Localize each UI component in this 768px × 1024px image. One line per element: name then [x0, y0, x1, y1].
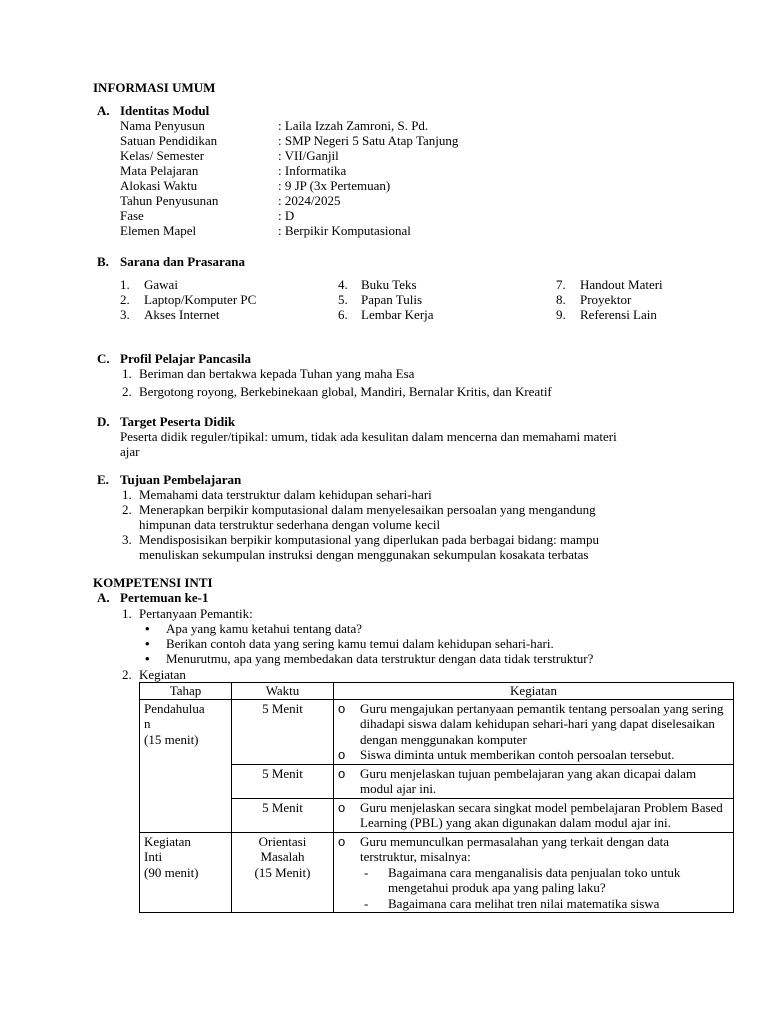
list-item-number: 3. [122, 532, 132, 547]
circle-bullet-icon: o [338, 799, 346, 815]
kegiatan-subitem-list [338, 865, 729, 912]
section-b-title: Sarana dan Prasarana [120, 254, 245, 269]
tahap-line: Pendahulua [144, 700, 205, 716]
list-item: Papan Tulis [361, 292, 423, 307]
section-d-marker: D. [97, 414, 110, 429]
list-item-number: 2. [122, 384, 132, 399]
list-item: Handout Materi [580, 277, 663, 292]
list-item-number: 8. [556, 292, 566, 307]
kegiatan-item-text: Guru mengajukan pertanyaan pemantik tentang persoalan yang sering dihadapi siswa dalam kehidupan sehari-hari yang dapat diselesaikan dengan menggunakan komputer [360, 700, 724, 747]
identitas-value: : D [278, 208, 295, 223]
list-item: Menerapkan berpikir komputasional dalam menyelesaikan persoalan yang mengandung [139, 502, 596, 517]
waktu-cell [232, 832, 334, 913]
list-item-number: 1. [122, 366, 132, 381]
circle-bullet-icon: o [338, 747, 346, 762]
tahap-line: (90 menit) [144, 864, 199, 880]
kegiatan-cell [334, 764, 734, 798]
identitas-value: : 9 JP (3x Pertemuan) [278, 178, 391, 193]
list-item-number: 2. [120, 292, 130, 307]
bullet-icon: • [145, 651, 150, 666]
column-header-kegiatan: Kegiatan [334, 683, 734, 700]
kegiatan-item [338, 766, 729, 797]
list-item-number: 2. [122, 502, 132, 517]
kegiatan-cell [334, 832, 734, 913]
section-a-title: Identitas Modul [120, 103, 210, 118]
bullet-icon: • [145, 621, 150, 636]
identitas-label: Satuan Pendidikan [120, 133, 218, 148]
table-row [140, 699, 734, 764]
list-item-number: 5. [338, 292, 348, 307]
target-text-line: Peserta didik reguler/tipikal: umum, tidak ada kesulitan dalam mencerna dan memahami materi [120, 429, 617, 444]
column-header-tahap: Tahap [140, 683, 232, 700]
section-d-title: Target Peserta Didik [120, 414, 236, 429]
circle-bullet-icon: o [338, 700, 346, 716]
kegiatan-item [338, 800, 729, 831]
pertemuan-marker: A. [97, 590, 110, 605]
list-item-number: 1. [122, 487, 132, 502]
table-header-row [140, 683, 734, 700]
section-e-marker: E. [97, 472, 109, 487]
identitas-value: : SMP Negeri 5 Satu Atap Tanjung [278, 133, 459, 148]
identitas-value: : VII/Ganjil [278, 148, 339, 163]
section-a-marker: A. [97, 103, 110, 118]
identitas-label: Alokasi Waktu [120, 178, 198, 193]
kegiatan-item [338, 747, 729, 763]
column-header-waktu: Waktu [232, 683, 334, 700]
kegiatan-item [338, 701, 729, 748]
identitas-value: : 2024/2025 [278, 193, 341, 208]
list-item-number: 4. [338, 277, 348, 292]
list-item: Buku Teks [361, 277, 417, 292]
kegiatan-table [139, 682, 734, 913]
identitas-label: Tahun Penyusunan [120, 193, 219, 208]
kegiatan-item-text: Guru memunculkan permasalahan yang terkait dengan data terstruktur, misalnya: [360, 833, 669, 864]
section-c-title: Profil Pelajar Pancasila [120, 351, 251, 366]
section-b-marker: B. [97, 254, 109, 269]
identitas-label: Mata Pelajaran [120, 163, 199, 178]
waktu-cell: 5 Menit [232, 699, 334, 764]
heading-kompetensi-inti: KOMPETENSI INTI [93, 575, 213, 590]
list-item-number: 6. [338, 307, 348, 322]
list-item-number: 1. [120, 277, 130, 292]
waktu-cell: 5 Menit [232, 764, 334, 798]
table-row [140, 832, 734, 913]
list-item: Gawai [144, 277, 178, 292]
list-item-number: 7. [556, 277, 566, 292]
list-item-continuation: himpunan data terstruktur sederhana dengan volume kecil [139, 517, 441, 532]
tahap-line: Inti [144, 849, 163, 864]
kegiatan-cell [334, 699, 734, 764]
waktu-cell: 5 Menit [232, 798, 334, 832]
identitas-label: Nama Penyusun [120, 118, 205, 133]
tahap-line: (15 menit) [144, 731, 199, 747]
pertemuan-title: Pertemuan ke-1 [120, 590, 209, 605]
section-e-title: Tujuan Pembelajaran [120, 472, 242, 487]
kegiatan-item-text: Guru menjelaskan secara singkat model pembelajaran Problem Based Learning (PBL) yang akan digunakan dalam modul ajar ini. [360, 799, 723, 830]
list-item-number: 1. [122, 606, 132, 621]
heading-informasi-umum: INFORMASI UMUM [93, 80, 216, 95]
waktu-line: Masalah [260, 849, 305, 864]
dash-bullet-icon: - [364, 864, 369, 880]
tahap-cell-inti [140, 832, 232, 913]
dash-bullet-icon: - [364, 895, 369, 911]
list-item: Proyektor [580, 292, 632, 307]
list-item: Lembar Kerja [361, 307, 434, 322]
list-item: Beriman dan bertakwa kepada Tuhan yang maha Esa [139, 366, 415, 381]
circle-bullet-icon: o [338, 765, 346, 781]
section-c-marker: C. [97, 351, 110, 366]
list-item: Memahami data terstruktur dalam kehidupan sehari-hari [139, 487, 432, 502]
list-item: Akses Internet [144, 307, 220, 322]
list-item-number: 3. [120, 307, 130, 322]
list-item: Bergotong royong, Berkebinekaan global, Mandiri, Bernalar Kritis, dan Kreatif [139, 384, 552, 399]
list-item-number: 9. [556, 307, 566, 322]
waktu-line: Orientasi [258, 833, 307, 849]
kegiatan-item-text: Siswa diminta untuk memberikan contoh persoalan tersebut. [360, 747, 675, 762]
kegiatan-cell [334, 798, 734, 832]
tahap-line: n [144, 716, 151, 731]
kegiatan-item [338, 834, 729, 865]
list-item: Laptop/Komputer PC [144, 292, 257, 307]
list-item-continuation: menuliskan sekumpulan instruksi dengan menggunakan sekumpulan kosakata terbatas [139, 547, 589, 562]
circle-bullet-icon: o [338, 833, 346, 849]
identitas-value: : Informatika [278, 163, 347, 178]
list-item: Referensi Lain [580, 307, 657, 322]
tahap-cell-pendahuluan [140, 699, 232, 832]
kegiatan-title: Kegiatan [139, 667, 186, 682]
identitas-value: : Berpikir Komputasional [278, 223, 411, 238]
kegiatan-subitem [360, 865, 729, 896]
waktu-line: (15 Menit) [254, 864, 311, 880]
kegiatan-item-text: Guru menjelaskan tujuan pembelajaran yang akan dicapai dalam modul ajar ini. [360, 765, 697, 796]
bullet-icon: • [145, 636, 150, 651]
pemantik-question: Apa yang kamu ketahui tentang data? [166, 621, 363, 636]
tahap-line: Kegiatan [144, 833, 191, 849]
kegiatan-subitem-text: Bagaimana cara melihat tren nilai matematika siswa [388, 895, 660, 911]
list-item-number: 2. [122, 667, 132, 682]
pemantik-title: Pertanyaan Pemantik: [139, 606, 253, 621]
kegiatan-subitem [360, 896, 729, 912]
target-text-line: ajar [120, 444, 140, 459]
pemantik-question: Menurutmu, apa yang membedakan data terstruktur dengan data tidak terstruktur? [166, 651, 594, 666]
kegiatan-subitem-text: Bagaimana cara menganalisis data penjualan toko untuk mengetahui produk apa yang paling laku? [388, 864, 681, 895]
identitas-label: Elemen Mapel [120, 223, 197, 238]
identitas-value: : Laila Izzah Zamroni, S. Pd. [278, 118, 429, 133]
list-item: Mendisposisikan berpikir komputasional yang diperlukan pada berbagai bidang: mampu [139, 532, 599, 547]
pemantik-question: Berikan contoh data yang sering kamu temui dalam kehidupan sehari-hari. [166, 636, 554, 651]
identitas-label: Kelas/ Semester [120, 148, 205, 163]
identitas-label: Fase [120, 208, 144, 223]
